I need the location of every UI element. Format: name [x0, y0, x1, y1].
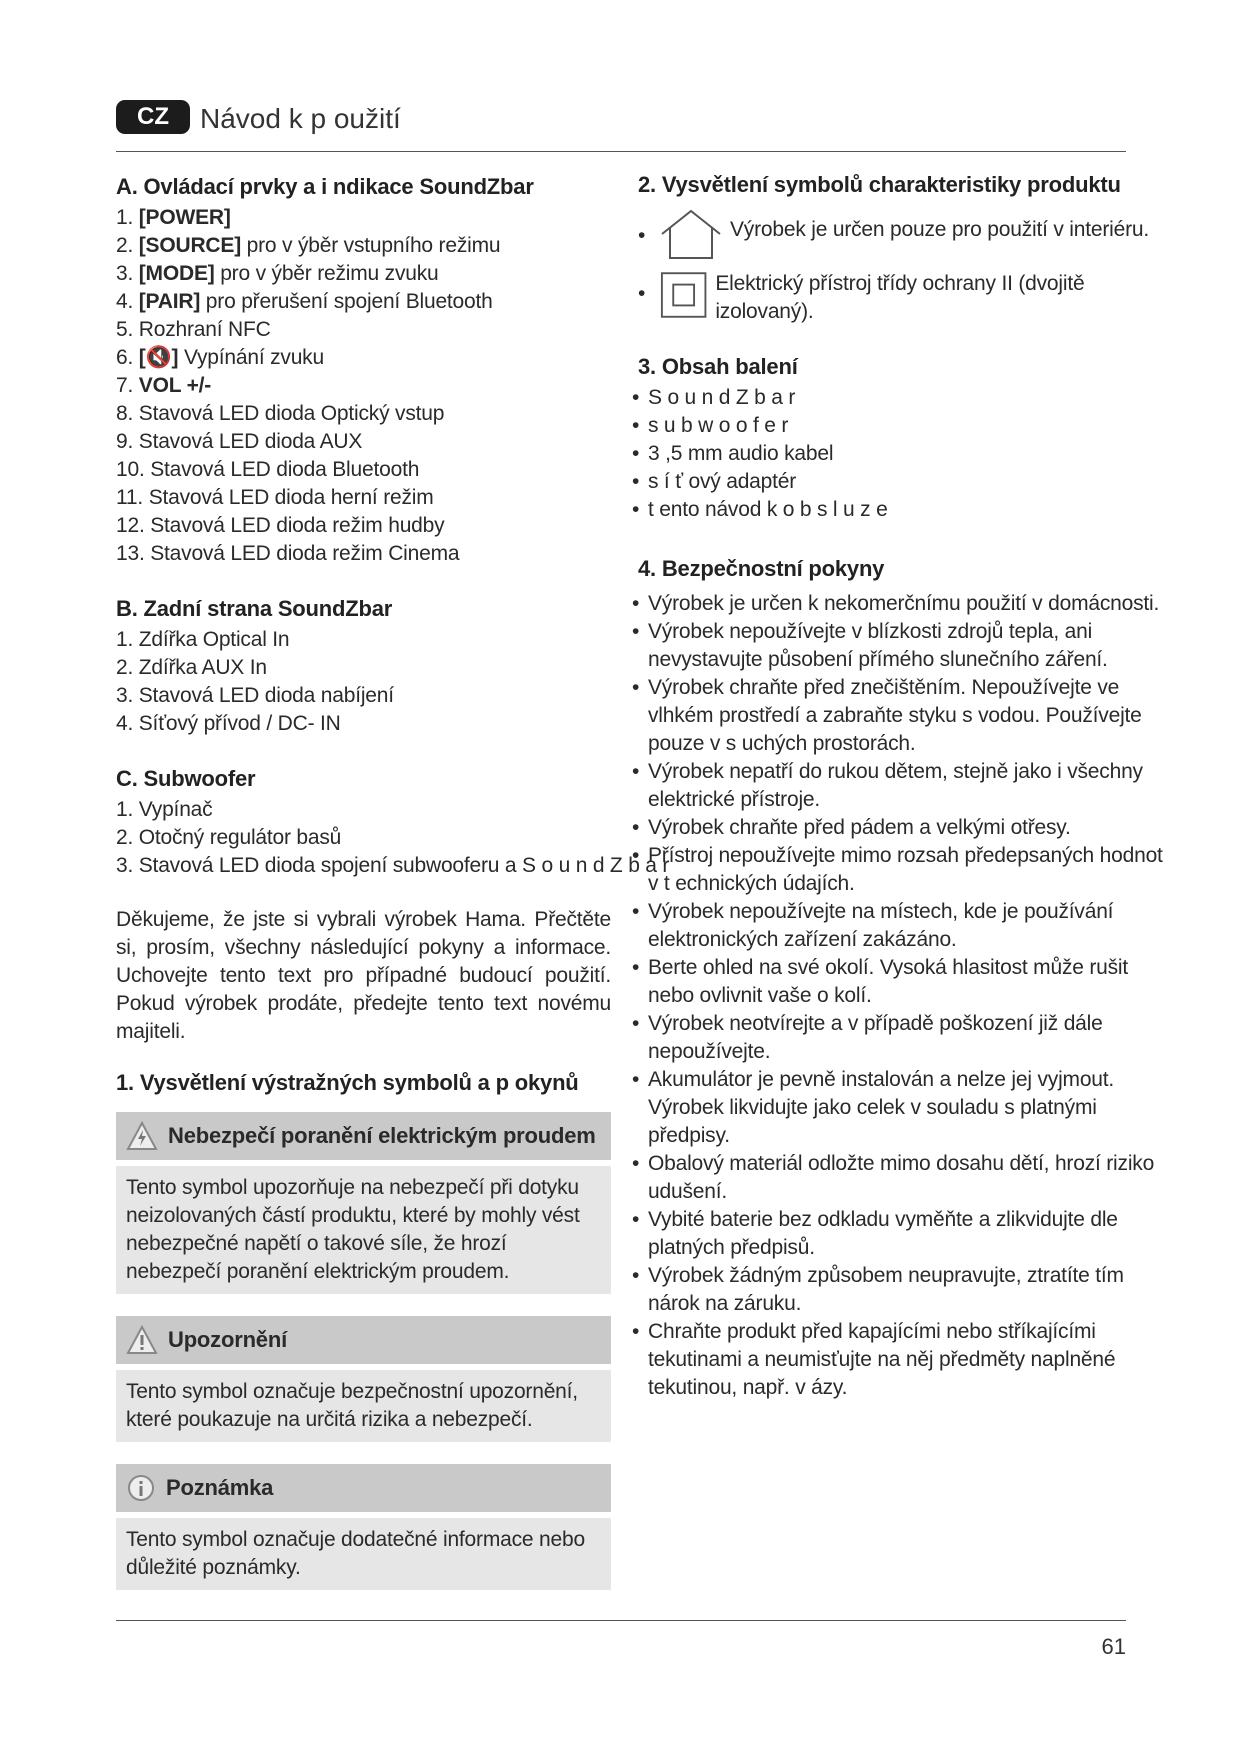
item-command: [🔇] [138, 346, 179, 369]
list-item [116, 456, 611, 484]
danger-box-title: Nebezpečí poranění elektrickým proudem [168, 1123, 596, 1148]
caution-box-header [116, 1316, 611, 1364]
item-number: 5. [116, 318, 134, 341]
note-box-body: Tento symbol označuje dodatečné informace nebo důležité poznámky. [116, 1518, 611, 1590]
item-text: Rozhraní NFC [138, 318, 271, 341]
note-box-header [116, 1464, 611, 1512]
caution-box-title: Upozornění [168, 1327, 287, 1352]
list-item: • Výrobek chraňte před znečištěním. Nepoužívejte ve vlhkém prostředí a zabraňte styku s vodou. Používejte pouze v s uchých prostorách. [632, 674, 1163, 758]
section-c-title: C. Subwoofer [116, 766, 256, 791]
list-item: • Obalový materiál odložte mimo dosahu dětí, hrozí riziko udušení. [632, 1150, 1163, 1206]
item-number: 12. [116, 514, 145, 537]
item-text: Stavová LED dioda režim hudby [150, 514, 445, 537]
section-3-title: 3. Obsah balení [638, 354, 798, 379]
item-text: pro v ýběr režimu zvuku [214, 262, 439, 285]
warning-triangle-icon [126, 1121, 158, 1151]
symbol-text-class2: Elektrický přístroj třídy ochrany II (dvojitě izolovaný). [715, 272, 1085, 323]
list-item [116, 232, 611, 260]
item-number: 3. [116, 262, 134, 285]
house-icon [660, 208, 722, 260]
list-item: • Berte ohled na své okolí. Vysoká hlasitost může rušit nebo ovlivnit vaše o kolí. [632, 954, 1163, 1010]
list-item: • s u b w o o f e r [632, 412, 1163, 440]
list-item [116, 372, 611, 400]
item-number: 9. [116, 430, 134, 453]
header-divider [116, 151, 1126, 152]
list-item: • s í ť ový adaptér [632, 468, 1163, 496]
caution-box-body: Tento symbol označuje bezpečnostní upozornění, které poukazuje na určitá rizika a nebezpečí. [116, 1370, 611, 1442]
item-number: 1. [116, 206, 134, 229]
item-command: VOL +/- [138, 374, 212, 397]
danger-box-header [116, 1112, 611, 1160]
page-title: Návod k p oužití [200, 103, 401, 134]
list-item [116, 540, 611, 568]
list-item [116, 428, 611, 456]
item-text: Stavová LED dioda Bluetooth [150, 458, 420, 481]
double-square-icon [660, 270, 707, 320]
list-item: • 3 ,5 mm audio kabel [632, 440, 1163, 468]
list-item: 4. Síťový přívod / DC- IN [116, 712, 341, 735]
list-item: 2. Zdířka AUX In [116, 656, 267, 679]
item-text: Stavová LED dioda režim Cinema [150, 542, 460, 565]
list-item: • Výrobek žádným způsobem neupravujte, ztratíte tím nárok na záruku. [632, 1262, 1163, 1318]
language-badge: CZ [116, 100, 190, 134]
item-number: 11. [116, 486, 144, 509]
list-item: 3. Stavová LED dioda spojení subwooferu a S o u n d Z b a r [116, 854, 670, 877]
list-item [116, 484, 611, 512]
list-item: • Akumulátor je pevně instalován a nelze jej vyjmout. Výrobek likvidujte jako celek v souladu s platnými předpisy. [632, 1066, 1163, 1150]
page-number: 61 [1101, 1634, 1126, 1659]
section-b-list [116, 626, 611, 738]
item-text: Stavová LED dioda AUX [138, 430, 363, 453]
item-command: [SOURCE] [138, 234, 241, 257]
item-text: Stavová LED dioda herní režim [148, 486, 434, 509]
footer-divider [116, 1620, 1126, 1621]
intro-paragraph: Děkujeme, že jste si vybrali výrobek Hama. Přečtěte si, prosím, všechny následující pokyny a informace. Uchovejte tento text pro případné budoucí použití. Pokud výrobek prodáte, předejte tento text novému majiteli. [116, 908, 611, 1043]
section-c-list [116, 796, 670, 880]
info-circle-icon [126, 1473, 156, 1503]
list-item: • Přístroj nepoužívejte mimo rozsah předepsaných hodnot v t echnických údajích. [632, 842, 1163, 898]
bullet: • [638, 224, 646, 247]
list-item [116, 400, 611, 428]
item-text: pro přerušení spojení Bluetooth [200, 290, 493, 313]
right-column [638, 170, 1163, 1402]
list-item [116, 344, 611, 372]
list-item: • Výrobek neotvírejte a v případě poškození již dále nepoužívejte. [632, 1010, 1163, 1066]
section-2-title: 2. Vysvětlení symbolů charakteristiky produktu [638, 172, 1121, 197]
list-item: • Chraňte produkt před kapajícími nebo stříkajícími tekutinami a neumisťujte na něj předměty naplněné tekutinou, např. v ázy. [632, 1318, 1163, 1402]
list-item: 3. Stavová LED dioda nabíjení [116, 684, 394, 707]
list-item: • Vybité baterie bez odkladu vyměňte a zlikvidujte dle platných předpisů. [632, 1206, 1163, 1262]
section-1-title: 1. Vysvětlení výstražných symbolů a p okynů [116, 1070, 579, 1095]
section-b-title: B. Zadní strana SoundZbar [116, 596, 393, 621]
item-number: 13. [116, 542, 145, 565]
item-number: 4. [116, 290, 134, 313]
list-item: • Výrobek chraňte před pádem a velkými otřesy. [632, 814, 1163, 842]
list-item: • Výrobek nepatří do rukou dětem, stejně jako i všechny elektrické přístroje. [632, 758, 1163, 814]
item-number: 10. [116, 458, 145, 481]
item-text: Vypínání zvuku [178, 346, 324, 369]
list-item [116, 316, 611, 344]
danger-box-body: Tento symbol upozorňuje na nebezpečí při dotyku neizolovaných částí produktu, které by mohly vést nebezpečné napětí o takové síle, že hrozí nebezpečí poranění elektrickým proudem. [116, 1166, 611, 1294]
list-item: • Výrobek nepoužívejte v blízkosti zdrojů tepla, ani nevystavujte působení přímého slunečního záření. [632, 618, 1163, 674]
item-number: 7. [116, 374, 134, 397]
list-item [116, 288, 611, 316]
package-contents-list [632, 384, 1163, 524]
item-command: [MODE] [138, 262, 215, 285]
symbol-text-indoor: Výrobek je určen pouze pro použití v interiéru. [730, 218, 1149, 241]
item-command: [PAIR] [138, 290, 201, 313]
section-4-title: 4. Bezpečnostní pokyny [638, 556, 885, 581]
list-item: 1. Zdířka Optical In [116, 628, 290, 651]
warning-triangle-icon [126, 1325, 158, 1355]
section-a-title: A. Ovládací prvky a i ndikace SoundZbar [116, 174, 534, 199]
section-a-list [116, 204, 611, 568]
list-item [116, 512, 611, 540]
list-item: • Výrobek je určen k nekomerčnímu použití v domácnosti. [632, 590, 1163, 618]
list-item: • S o u n d Z b a r [632, 384, 1163, 412]
item-number: 8. [116, 402, 134, 425]
list-item [116, 204, 611, 232]
item-number: 2. [116, 234, 134, 257]
list-item: • t ento návod k o b s l u z e [632, 496, 1163, 524]
list-item: 2. Otočný regulátor basů [116, 826, 342, 849]
symbol-row-indoor [638, 208, 1163, 260]
safety-list [632, 590, 1163, 1402]
item-number: 6. [116, 346, 134, 369]
symbol-row-class2 [638, 270, 1163, 326]
list-item [116, 260, 611, 288]
list-item: • Výrobek nepoužívejte na místech, kde je používání elektronických zařízení zakázáno. [632, 898, 1163, 954]
left-column [116, 172, 670, 1590]
item-text: pro v ýběr vstupního režimu [241, 234, 501, 257]
note-box-title: Poznámka [166, 1475, 274, 1500]
list-item: 1. Vypínač [116, 798, 213, 821]
item-command: [POWER] [138, 206, 231, 229]
item-text: Stavová LED dioda Optický vstup [138, 402, 445, 425]
bullet: • [638, 282, 646, 305]
